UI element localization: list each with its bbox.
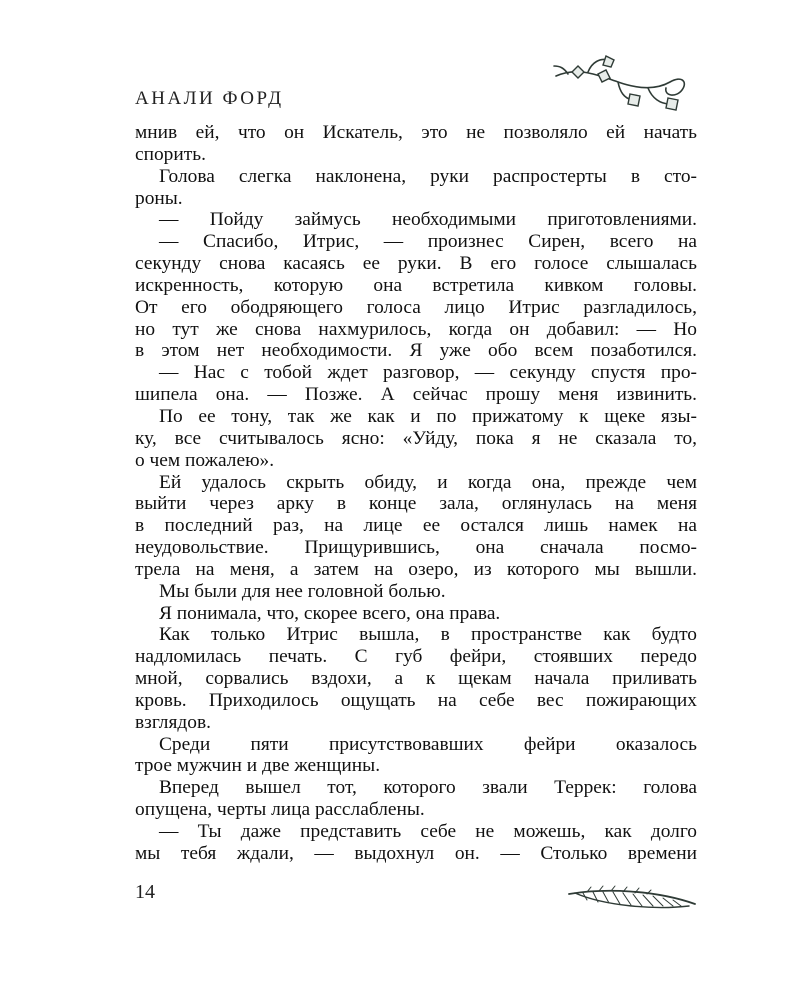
text-line: Как только Итрис вышла, в пространстве как будто — [159, 624, 697, 646]
text-line: опущена, черты лица расслаблены. — [135, 799, 425, 821]
text-line: в этом нет необходимости. Я уже обо всем позаботился. — [135, 340, 697, 362]
text-line: спорить. — [135, 143, 206, 165]
text-line: трое мужчин и две женщины. — [135, 755, 381, 777]
running-head-author: АНАЛИ ФОРД — [135, 88, 284, 109]
text-line: неудовольствие. Прищурившись, она сначала посмо- — [135, 537, 697, 559]
text-line: ку, все считывалось ясно: «Уйду, пока я не сказала то, — [135, 427, 697, 449]
text-line: но тут же снова нахмурилось, когда он добавил: — Но — [135, 318, 697, 340]
text-line: искренность, которую она встретила кивком головы. — [135, 274, 697, 296]
text-line: Среди пяти присутствовавших фейри оказалось — [159, 733, 697, 755]
ivy-vine-icon — [548, 52, 698, 116]
text-line: роны. — [135, 187, 183, 209]
feather-icon — [565, 884, 700, 914]
text-line: трела на меня, а затем на озеро, из которого мы вышли. — [135, 558, 697, 580]
text-line: кровь. Приходилось ощущать на себе вес пожирающих — [135, 689, 697, 711]
text-line: мной, сорвались вздохи, а к щекам начала приливать — [135, 668, 697, 690]
text-line: — Ты даже представить себе не можешь, как долго — [159, 821, 697, 842]
text-line: о чем пожалею». — [135, 449, 275, 471]
text-line: — Спасибо, Итрис, — произнес Сирен, всего на — [159, 231, 697, 253]
text-line: Голова слегка наклонена, руки распростерты в сто- — [159, 165, 697, 187]
text-line: От его ободряющего голоса лицо Итрис разгладилось, — [135, 296, 697, 318]
text-line: секунду снова касаясь ее руки. В его голосе слышалась — [135, 253, 697, 275]
text-line: мнив ей, что он Искатель, это не позволяло ей начать — [135, 122, 697, 143]
text-line: По ее тону, так же как и по прижатому к щеке язы- — [159, 405, 697, 427]
text-line: — Пойду займусь необходимыми приготовлениями. — [159, 209, 697, 231]
text-line: мы тебя ждали, — выдохнул он. — Столько времени — [135, 842, 697, 864]
text-line: Я понимала, что, скорее всего, она права. — [159, 602, 501, 624]
text-line: Вперед вышел тот, которого звали Террек: голова — [159, 777, 697, 799]
page-body-text — [135, 122, 697, 865]
text-line: выйти через арку в конце зала, оглянулась на меня — [135, 493, 697, 515]
text-line: надломилась печать. С губ фейри, стоявших передо — [135, 646, 697, 668]
text-line: взглядов. — [135, 711, 211, 733]
text-line: — Нас с тобой ждет разговор, — секунду спустя про- — [159, 362, 697, 384]
page-number: 14 — [135, 881, 155, 903]
text-line: в последний раз, на лице ее остался лишь намек на — [135, 515, 697, 537]
text-line: шипела она. — Позже. А сейчас прошу меня извинить. — [135, 384, 697, 406]
text-line: Ей удалось скрыть обиду, и когда она, прежде чем — [159, 471, 697, 493]
text-line: Мы были для нее головной болью. — [159, 580, 446, 602]
